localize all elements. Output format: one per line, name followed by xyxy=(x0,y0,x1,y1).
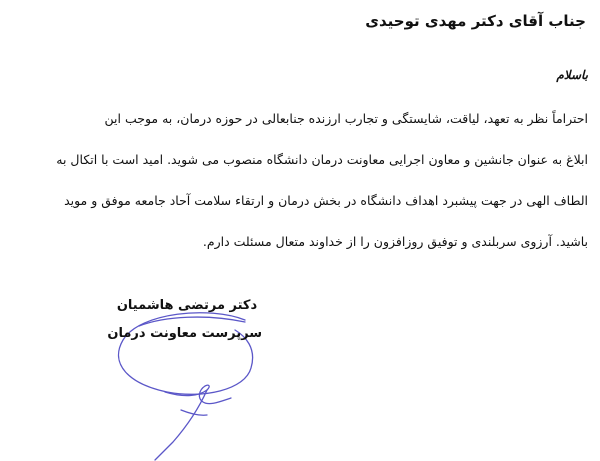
body-line-3: الطاف الهی در جهت پیشبرد اهداف دانشگاه در بخش درمان و ارتقاء سلامت آحاد جامعه موفق و موید xyxy=(64,193,588,208)
body-line-2: ابلاغ به عنوان جانشین و معاون اجرایی معاونت درمان دانشگاه منصوب می شوید. امید است با اتکال به xyxy=(56,152,588,167)
body-line-4: باشید. آرزوی سربلندی و توفیق روزافزون را از خداوند متعال مسئلت دارم. xyxy=(202,234,588,249)
signer-name: دکتر مرتضی هاشمیان xyxy=(116,298,258,313)
letter-body xyxy=(10,98,588,262)
body-line-1: احتراماً نظر به تعهد، لیاقت، شایستگی و تجارب ارزنده جنابعالی در حوزه درمان، به موجب این xyxy=(104,111,588,126)
greeting: باسلام xyxy=(556,68,588,82)
signature-block xyxy=(107,292,262,348)
recipient-line: جناب آقای دکتر مهدی توحیدی xyxy=(365,12,586,30)
signer-title: سرپرست معاونت درمان xyxy=(107,326,262,341)
